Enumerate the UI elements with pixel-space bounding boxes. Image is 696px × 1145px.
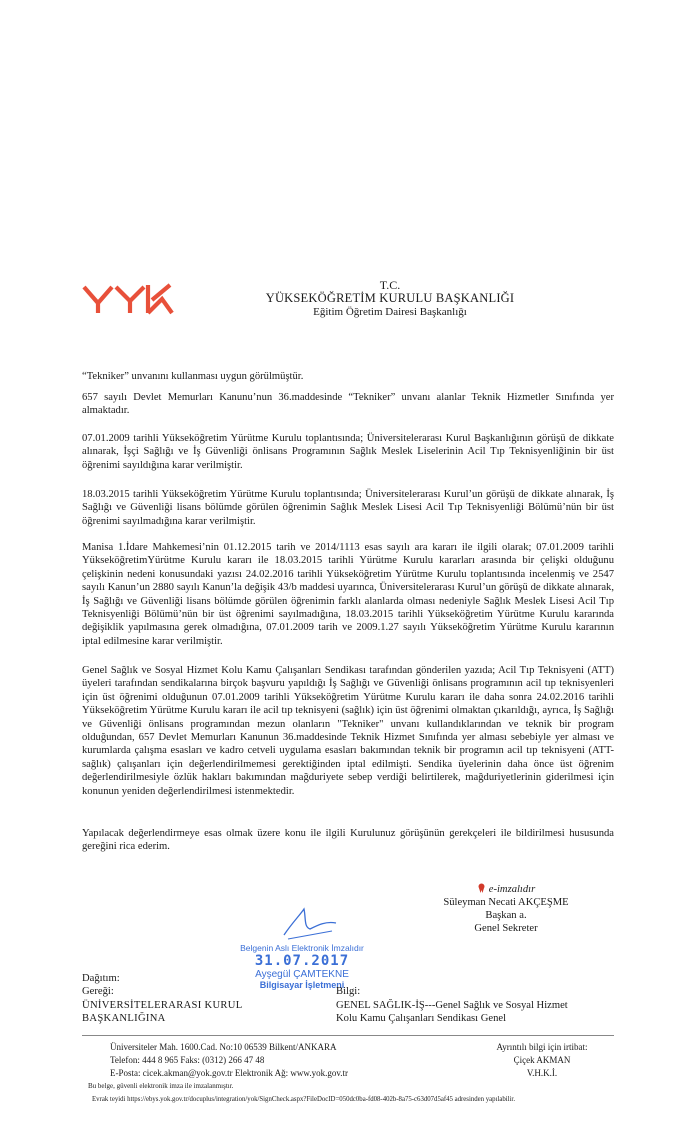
verification-link[interactable]: Evrak teyidi https://ebys.yok.gov.tr/docuplus/integration/yok/SignCheck.aspx?FileDocID=050dc0ba-fd08-402b-8a75-c63d07d5af45 adresinden yapılabilir.: [92, 1096, 516, 1103]
e-signature-note: Bu belge, güvenli elektronik imza ile imzalanmıştır.: [88, 1082, 234, 1090]
header-tc: T.C.: [379, 278, 401, 292]
stamp-unit: Bilgisayar İşletmeni: [259, 980, 345, 990]
body-paragraph-4: 18.03.2015 tarihli Yükseköğretim Yürütme Kurulu toplantısında; Üniversitelerarası Kurul’un görüşü de dikkate alınarak, İş Sağlığı ve Güvenliği lisans bölümde görülen öğrenimin Sağlık Meslek Lisesi Acil Tıp Teknisyenliği Bölümü’nün bir üst öğrenimi sayılmadığına karar verilmiştir.: [82, 489, 614, 527]
body-paragraph-2: 657 sayılı Devlet Memurları Kanunu’nun 36.maddesinde “Tekniker” unvanı alanlar Teknik Hizmetler Sınıfında yer almaktadır.: [82, 392, 614, 417]
action-label: Gereği:: [82, 986, 114, 997]
certified-copy-stamp: [232, 905, 372, 990]
stamp-line-1: Belgenin Aslı Elektronik İmzalıdır: [240, 943, 364, 953]
signer-name: Süleyman Necati AKÇEŞME: [443, 897, 569, 908]
contact-title: V.H.K.İ.: [526, 1068, 558, 1078]
e-signed-text: e-imzalıdır: [488, 884, 536, 895]
action-recipient: ÜNİVERSİTELERARASI KURUL BAŞKANLIĞINA: [82, 1000, 243, 1024]
stamp-date: 31.07.2017: [254, 953, 350, 969]
footer-phone: Telefon: 444 8 965 Faks: (0312) 266 47 48: [110, 1055, 265, 1065]
footer-address: Üniversiteler Mah. 1600.Cad. No:10 06539 Bilkent/ANKARA: [110, 1042, 337, 1052]
body-paragraph-1: “Tekniker” unvanını kullanması uygun görülmüştür.: [82, 371, 304, 382]
body-paragraph-5: Manisa 1.İdare Mahkemesi’nin 01.12.2015 tarih ve 2014/1113 esas sayılı ara kararı ile ilgili olarak; 07.01.2009 tarihli YükseköğretimYürütme Kurulu kararı ile 18.03.2015 tarihli Yürütme Kurulu kararları arasında bir çelişki olduğunu çelişkinin nedeni konusundaki yazısı 24.02.2016 tarihli Yükseköğretim Yürütme Kurulu toplantısında incelenmiş ve 2547 sayılı Kanun’un 2880 sayılı Kanun’la değişik 43/b maddesi uyarınca, Üniversitelerarası Kurul’un görüşü de dikkate alınarak, İş Sağlığı ve Güvenliği lisans bölümde görülen öğrenimin farklı alanlarda olması nedeniyle Sağlık Meslek Lisesi Acil Tıp Teknisyenliği Bölümü’nün bir üst öğrenimi sayılmadığına, 18.03.2015 tarihli Yükseköğretim Yürütme Kurulu kararında değişiklik yapılmasına gerek olmadığına, 07.01.2009 tarih ve 2009.1.27 sayılı Yükseköğretim Yürütme Kurulu kararının iptal edilmesine karar verilmiştir.: [82, 542, 614, 647]
body-paragraph-7: Yapılacak değerlendirmeye esas olmak üzere konu ile ilgili Kurulunuz görüşünün gerekçeleri ile bildirilmesi hususunda gereğini rica ederim.: [82, 828, 614, 853]
signer-title-2: Genel Sekreter: [474, 923, 538, 934]
info-recipient: GENEL SAĞLIK-İŞ---Genel Sağlık ve Sosyal Hizmet Kolu Kamu Çalışanları Sendikası Genel: [336, 1000, 568, 1024]
ribbon-icon: [477, 883, 486, 893]
stamp-name: Ayşegül ÇAMTEKNE: [255, 969, 349, 980]
body-paragraph-6: Genel Sağlık ve Sosyal Hizmet Kolu Kamu Çalışanları Sendikası tarafından gönderilen yazıda; Acil Tıp Teknisyeni (ATT) üyeleri tarafından sendikalarına birçok başvuru yapıldığı İş Sağlığı ve Güvenliği önlisans programının acil tıp teknisyenleri için üst öğrenimi olduğunun 07.01.2009 tarihli Yükseköğretim Yürütme Kurulu kararı ile daha sonra 24.02.2016 tarihli Yükseköğretim Yürütme Kurulu kararı ile acil tıp teknisyeni (sağlık) için üst öğrenimi olmaktan çıkarıldığı, ayrıca, İş Sağlığı ve Güvenliği önlisans programından mezun olanların "Tekniker" unvanı kullandıklarından ve teknik bir program olduğundan, 657 Devlet Memurları Kanunun 36.maddesinde Teknik Hizmet Sınıfında yer alması sebebiyle yer alması ve kurumlarda çalışma esasları ve kadro cetveli uygulama esasları bakımından teknik bir programın acil tıp teknisyeni (ATT-sağlık) çalışanları için değerlendirilmemesi gerektiğinden iptal edilmişti. Sendika üyelerinin daha önce üst öğrenim değerlendirilmesiyle özlük hakları bakımından mağduriyete sebep verdiği belirtilerek, mağduriyetlerinin giderilmesi için konunun yeniden değerlendirilmesi istenmektedir.: [82, 665, 614, 797]
footer-contact-block: [472, 1041, 612, 1080]
header-department: Eğitim Öğretim Dairesi Başkanlığı: [313, 306, 467, 318]
signer-title-1: Başkan a.: [485, 910, 527, 921]
yok-logo: [82, 283, 174, 315]
info-label: Bilgi:: [336, 986, 361, 997]
distribution-heading: Dağıtım:: [82, 973, 120, 984]
footer-email: E-Posta: cicek.akman@yok.gov.tr Elektronik Ağ: www.yok.gov.tr: [110, 1068, 348, 1078]
signature-block: [400, 883, 612, 935]
handwritten-signature: [274, 905, 344, 945]
footer-address-block: [110, 1041, 348, 1080]
header-institution: YÜKSEKÖĞRETİM KURULU BAŞKANLIĞI: [265, 291, 515, 305]
contact-name: Çiçek AKMAN: [513, 1055, 571, 1065]
footer-divider: [82, 1035, 614, 1036]
e-signed-label: [400, 883, 612, 896]
contact-label: Ayrıntılı bilgi için irtibat:: [496, 1042, 588, 1052]
body-paragraph-3: 07.01.2009 tarihli Yükseköğretim Yürütme Kurulu toplantısında; Üniversitelerarası Kurul Başkanlığının görüşü de dikkate alınarak, İşçi Sağlığı ve İş Güvenliği önlisans Programının Sağlık Meslek Liselerinin Acil Tıp Teknisyenliğinin bir üst öğrenimi sayıldığına karar verilmiştir.: [82, 433, 614, 471]
